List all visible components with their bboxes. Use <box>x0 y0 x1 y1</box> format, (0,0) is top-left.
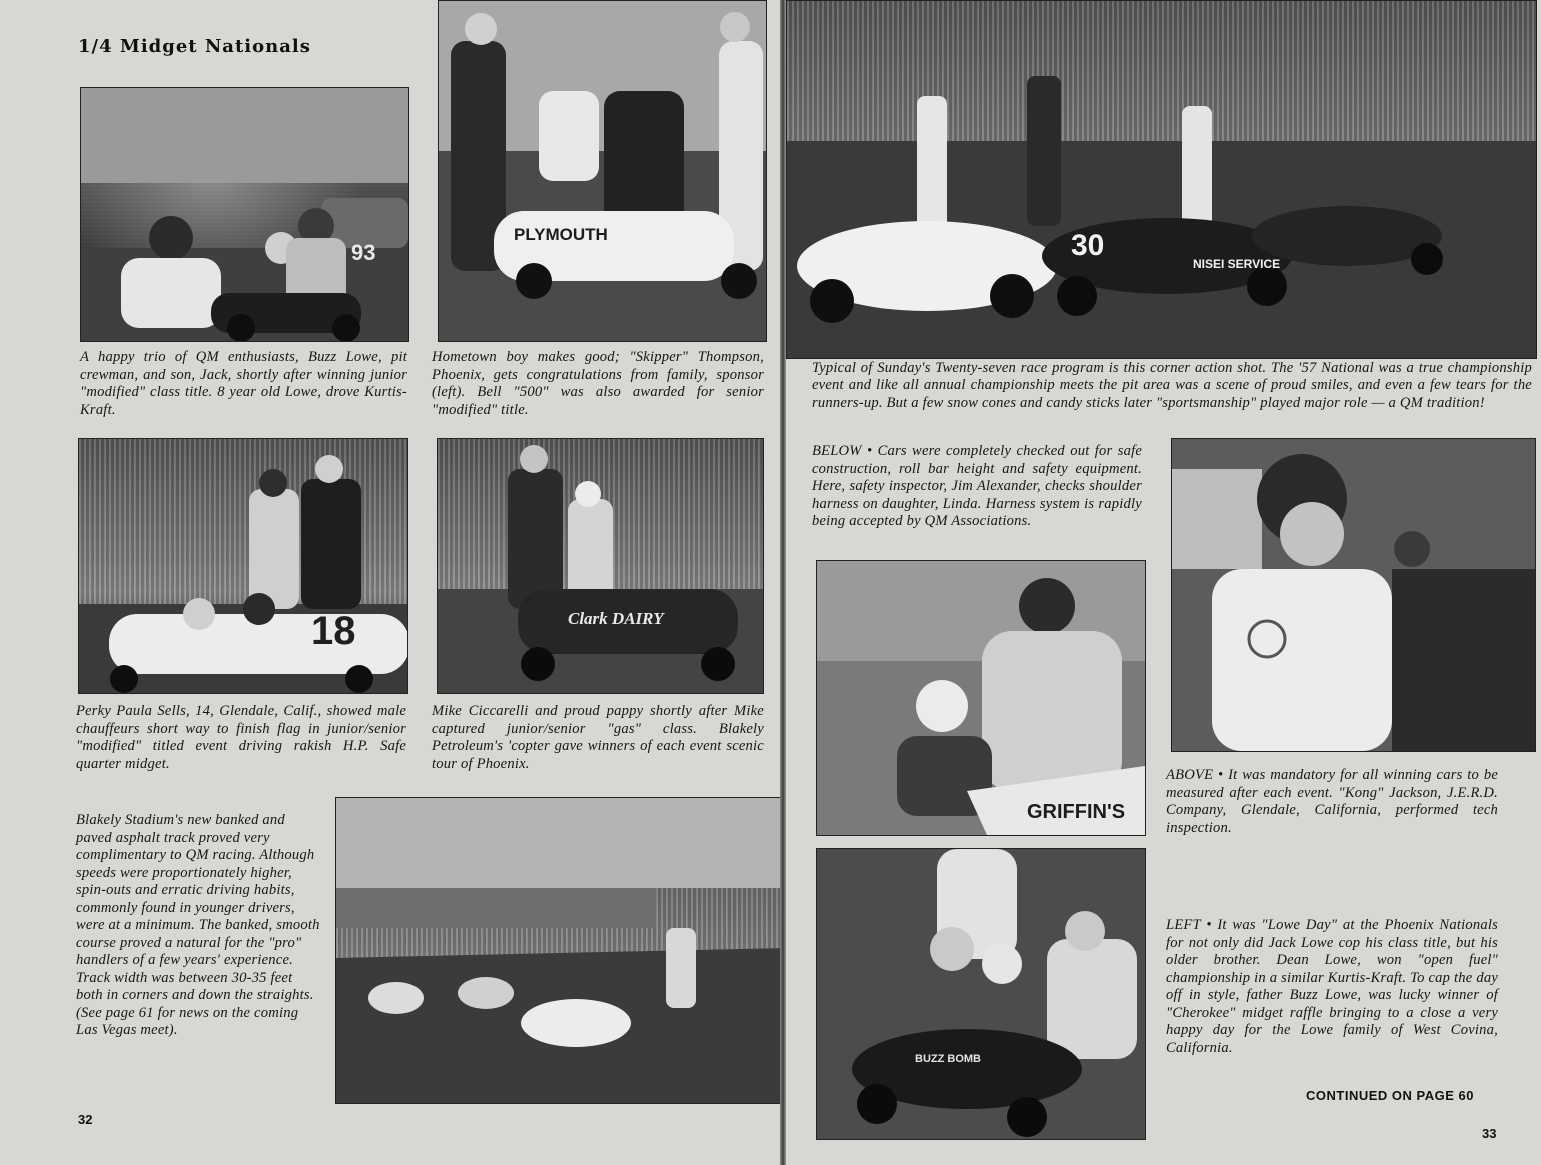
photo-corner-action-image <box>787 1 1536 358</box>
photo-ciccarelli <box>437 438 764 694</box>
photo-paula-sells <box>78 438 408 694</box>
photo-safety-check-image <box>817 561 1145 835</box>
caption-buzz-lowe: A happy trio of QM enthusiasts, Buzz Lowe, pit crewman, and son, Jack, shortly after winning junior "modified" class title. 8 year old Lowe, drove Kurtis-Kraft. <box>80 349 407 418</box>
caption-below: BELOW • Cars were completely checked out for safe construction, roll bar height and safety equipment. Here, safety inspector, Jim Alexander, checks shoulder harness on daughter, Linda. Harness system is rapidly being accepted by QM Associations. <box>812 443 1142 529</box>
right-page <box>786 0 1541 1165</box>
photo-paula-sells-image <box>79 439 407 693</box>
car-lettering-griffins: GRIFFIN'S <box>1027 801 1126 823</box>
photo-tech-inspection-image <box>1172 439 1535 751</box>
photo-buzz-lowe-trio <box>80 87 409 342</box>
caption-stadium: Blakely Stadium's new banked and paved asphalt track proved very complimentary to QM racing. Although speeds were proportionately higher, spin-outs and erratic driving habits, commonly found in younger drivers, were at a minimum. The banked, smooth course proved a natural for the "pro" handlers of a few years' experience. Track width was between 30-35 feet both in corners and down the straights. (See page 61 for news on the coming Las Vegas meet). <box>76 812 320 1038</box>
photo-stadium-track-image <box>336 798 780 1103</box>
photo-lowe-day-image <box>817 849 1145 1139</box>
caption-ciccarelli: Mike Ciccarelli and proud pappy shortly after Mike captured junior/senior "gas" class. Blakely Petroleum's 'copter gave winners of each event scenic tour of Phoenix. <box>432 703 764 772</box>
article-heading: 1/4 Midget Nationals <box>78 36 311 57</box>
car-number-30: 30 <box>1071 229 1105 262</box>
page-number-left: 32 <box>78 1112 93 1127</box>
caption-thompson: Hometown boy makes good; "Skipper" Thompson, Phoenix, gets congratulations from family, sponsor (left). Bell "500" was also awarded for senior "modified" title. <box>432 349 764 418</box>
caption-corner-action: Typical of Sunday's Twenty-seven race program is this corner action shot. The '57 National was a true championship event and like all annual championship meets the pit area was a scene of proud smiles, and even a few tears for the runners-up. But a few snow cones and candy sticks later "sportsmanship" played major role — a QM tradition! <box>812 360 1532 411</box>
photo-buzz-lowe-trio-image <box>81 88 408 341</box>
photo-safety-check <box>816 560 1146 836</box>
photo-lowe-day <box>816 848 1146 1140</box>
car-number-93: 93 <box>351 240 376 265</box>
car-number-18: 18 <box>311 609 356 653</box>
photo-ciccarelli-image <box>438 439 763 693</box>
photo-stadium-track <box>335 797 780 1104</box>
caption-paula-sells: Perky Paula Sells, 14, Glendale, Calif., showed male chauffeurs short way to finish flag in junior/senior "modified" titled event driving rakish H.P. Safe quarter midget. <box>76 703 406 772</box>
car-lettering-clark-dairy: Clark DAIRY <box>568 609 664 628</box>
photo-corner-action <box>786 0 1537 359</box>
continued-on-page: CONTINUED ON PAGE 60 <box>1306 1088 1474 1103</box>
photo-thompson-image <box>439 1 766 341</box>
caption-above: ABOVE • It was mandatory for all winning cars to be measured after each event. "Kong" Jackson, J.E.R.D. Company, Glendale, California, performed tech inspection. <box>1166 767 1498 836</box>
photo-thompson <box>438 0 767 342</box>
car-lettering-buzz-bomb: BUZZ BOMB <box>915 1053 981 1065</box>
car-lettering-nisei-service: NISEI SERVICE <box>1193 257 1281 271</box>
car-lettering-plymouth: PLYMOUTH <box>514 225 608 244</box>
page-number-right: 33 <box>1482 1126 1497 1141</box>
caption-left: LEFT • It was "Lowe Day" at the Phoenix Nationals for not only did Jack Lowe cop his class title, but his older brother. Dean Lowe, won "open fuel" championship in a similar Kurtis-Kraft. To cap the day off in style, father Buzz Lowe, was lucky winner of "Cherokee" midget raffle bringing to a close a very happy day for the Lowe family of West Covina, California. <box>1166 917 1498 1056</box>
photo-tech-inspection <box>1171 438 1536 752</box>
